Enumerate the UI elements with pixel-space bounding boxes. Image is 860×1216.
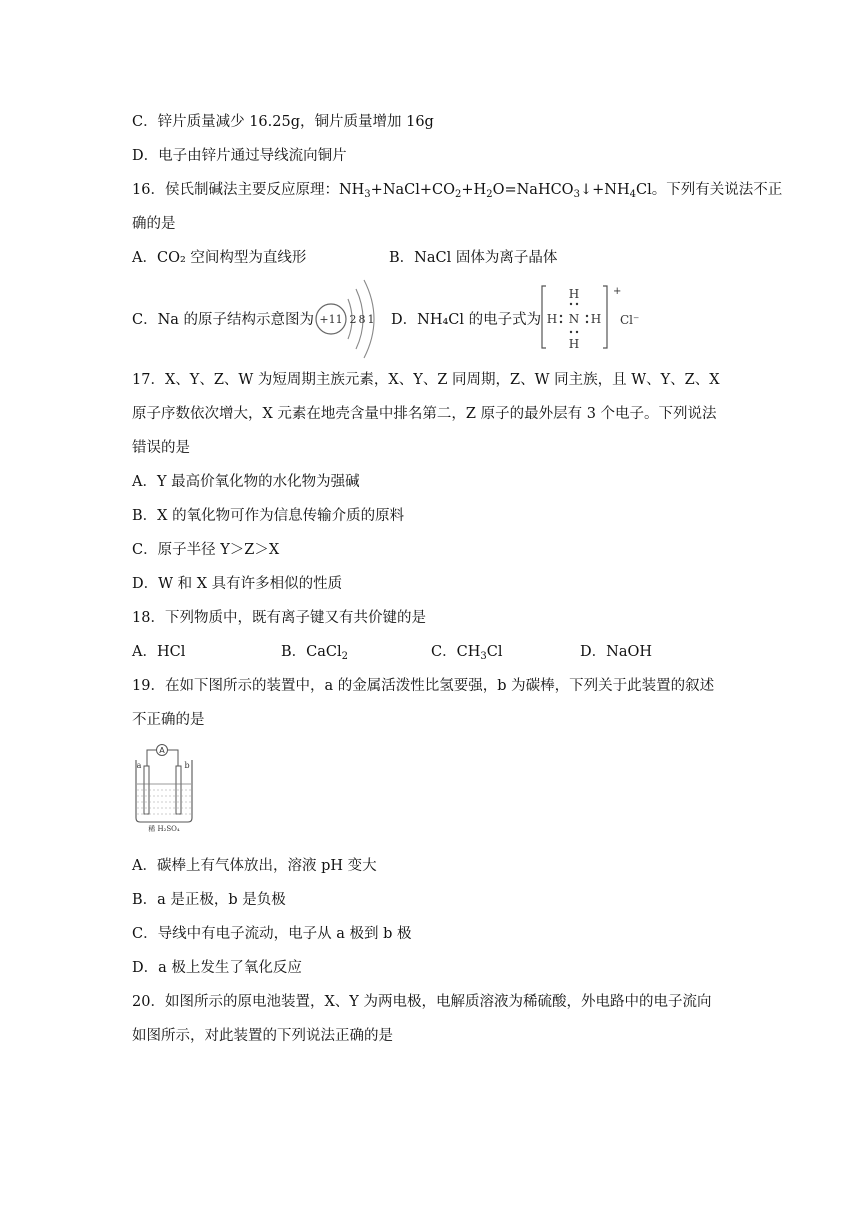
q20-stem-line1: 20．如图所示的原电池装置，X、Y 为两电极，电解质溶液为稀硫酸，外电路中的电子流向: [132, 994, 712, 1010]
q19-option-d: D．a 极上发生了氧化反应: [132, 960, 302, 976]
electrode-b-label: b: [184, 761, 190, 770]
q17-stem-line1: 17．X、Y、Z、W 为短周期主族元素，X、Y、Z 同周期，Z、W 同主族，且 W、Y、Z、X: [132, 372, 720, 388]
q17-stem-line2: 原子序数依次增大，X 元素在地壳含量中排名第二，Z 原子的最外层有 3 个电子。下列说法: [132, 406, 717, 422]
lewis-h-top: H: [568, 287, 580, 301]
q16-stem: 16．侯氏制碱法主要反应原理：$NH_3+NaCl+CO_2+H_2O=NaHCO_3↓+NH_4Cl$。下列有关说法不正: [132, 182, 783, 200]
lewis-h-left: H: [546, 312, 558, 326]
q19-option-c: C．导线中有电子流动，电子从 a 极到 b 极: [132, 926, 412, 942]
shell-2-electrons: 8: [358, 313, 366, 326]
lewis-n-center: N: [568, 312, 580, 326]
lewis-h-bottom: H: [568, 337, 580, 351]
q16-option-a: A．CO₂ 空间构型为直线形: [132, 250, 307, 266]
q16-option-d: D．NH₄Cl 的电子式为: [391, 312, 542, 328]
shell-3-electrons: 1: [367, 313, 375, 326]
sodium-atom-structure-diagram: [312, 277, 388, 361]
q18-option-a: A．HCl: [132, 644, 186, 660]
q18-option-d: D．NaOH: [580, 644, 652, 660]
q19-stem-line2: 不正确的是: [132, 712, 205, 728]
q19-option-b: B．a 是正极，b 是负极: [132, 892, 286, 908]
q17-option-a: A．Y 最高价氧化物的水化物为强碱: [132, 474, 360, 490]
q19-stem-line1: 19．在如下图所示的装置中，a 的金属活泼性比氢要强，b 为碳棒，下列关于此装置的叙述: [132, 678, 715, 694]
ammonium-chloride-lewis-structure: [540, 282, 650, 354]
q15-option-d: D．电子由锌片通过导线流向铜片: [132, 148, 347, 164]
q19-option-a: A．碳棒上有气体放出，溶液 pH 变大: [132, 858, 377, 874]
q16-stem-suffix: 。下列有关说法不正: [651, 182, 783, 198]
lewis-chloride: Cl⁻: [620, 313, 640, 327]
q20-stem-line2: 如图所示，对此装置的下列说法正确的是: [132, 1028, 393, 1044]
electrolyte-caption: 稀 H₂SO₄: [148, 825, 180, 832]
q17-option-b: B．X 的氧化物可作为信息传输介质的原料: [132, 508, 405, 524]
lewis-charge: +: [613, 286, 622, 297]
q17-option-d: D．W 和 X 具有许多相似的性质: [132, 576, 343, 592]
q18-stem: 18．下列物质中，既有离子键又有共价键的是: [132, 610, 426, 626]
ammeter-label: A: [159, 746, 165, 755]
q16-option-b: B．NaCl 固体为离子晶体: [389, 250, 558, 266]
q16-stem-prefix: 16．侯氏制碱法主要反应原理：NH: [132, 182, 365, 198]
q18-option-c: C．$CH_3Cl$: [431, 644, 503, 662]
q16-option-c: C．Na 的原子结构示意图为: [132, 312, 315, 328]
electrochemical-cell-figure: [130, 742, 202, 832]
q16-stem-line2: 确的是: [132, 216, 176, 232]
q17-option-c: C．原子半径 Y＞Z＞X: [132, 542, 280, 558]
lewis-h-right: H: [590, 312, 602, 326]
shell-1-electrons: 2: [349, 313, 357, 326]
q18-option-b: B．CaCl$_2$: [281, 644, 349, 662]
q15-option-c: C．锌片质量减少 16.25g，铜片质量增加 16g: [132, 114, 434, 130]
atom-nucleus-label: +11: [319, 313, 343, 326]
q17-stem-line3: 错误的是: [132, 440, 190, 456]
electrode-a-label: a: [136, 761, 142, 770]
